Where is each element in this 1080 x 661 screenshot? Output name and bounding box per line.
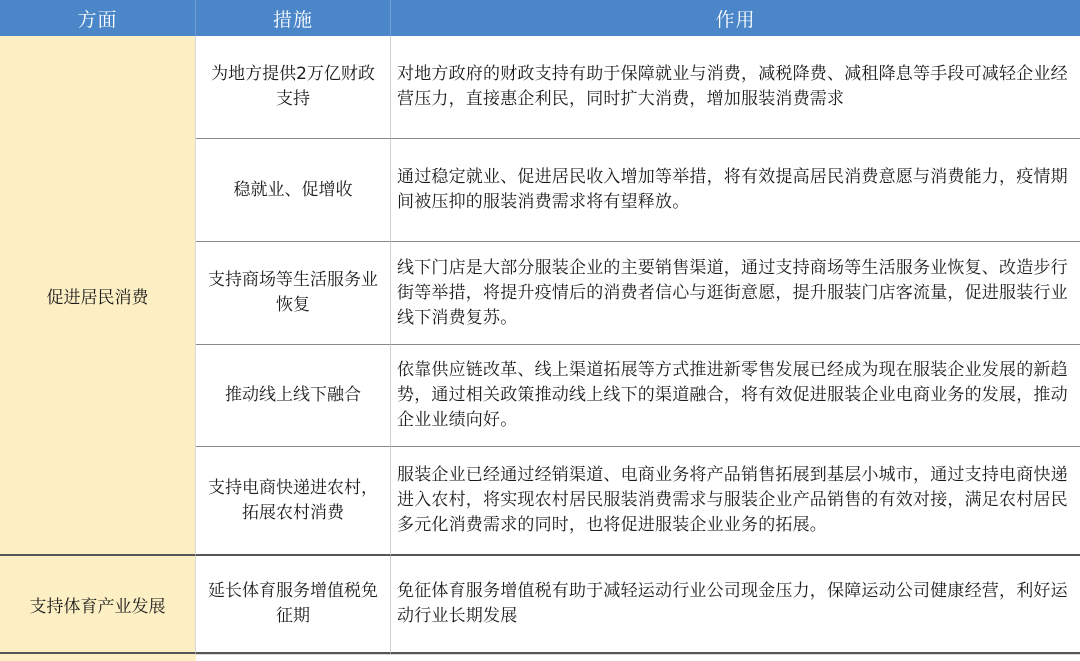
- table-row-effect: [391, 36, 1080, 139]
- table-row-measure: [196, 345, 391, 447]
- table-row-measure: [196, 447, 391, 556]
- effect-text: 对地方政府的财政支持有助于保障就业与消费，减税降费、减租降息等手段可减轻企业经营压力，直接惠企利民，同时扩大消费，增加服装消费需求: [397, 64, 1068, 109]
- effect-text: 线下门店是大部分服装企业的主要销售渠道，通过支持商场等生活服务业恢复、改造步行街等举措，将提升疫情后的消费者信心与逛街意愿，提升服装门店客流量，促进服装行业线下消费复苏。: [397, 257, 1068, 328]
- table-row-effect: [391, 345, 1080, 447]
- effect-text: 服装企业已经通过经销渠道、电商业务将产品销售拓展到基层小城市，通过支持电商快递进入农村，将实现农村居民服装消费需求与服装企业产品销售的有效对接，满足农村居民多元化消费需求的同时，也将促进服装企业业务的拓展。: [397, 465, 1068, 535]
- table-row-measure: [196, 556, 391, 654]
- measure-text: 延长体育服务增值税免征期: [208, 581, 378, 626]
- effect-text: 免征体育服务增值税有助于减轻运动行业公司现金压力，保障运动公司健康经营，利好运动行业长期发展: [397, 581, 1068, 626]
- table-row-effect: [391, 556, 1080, 654]
- category-cell-sports: [0, 556, 196, 654]
- effect-text: 依靠供应链改革、线上渠道拓展等方式推进新零售发展已经成为现在服装企业发展的新趋势，通过相关政策推动线上线下的渠道融合，将有效促进服装企业电商业务的发展，推动企业业绩向好。: [397, 360, 1068, 430]
- measure-text: 推动线上线下融合: [225, 385, 361, 405]
- table-row-measure: [196, 139, 391, 242]
- header-measure: 措施: [196, 0, 391, 36]
- table-row-measure: [196, 242, 391, 345]
- category-cell-partial: [0, 654, 196, 661]
- table-row-measure: [196, 36, 391, 139]
- category-label: 支持体育产业发展: [29, 596, 166, 617]
- header-aspect: 方面: [0, 0, 196, 36]
- category-label: 促进居民消费: [46, 287, 149, 308]
- measure-text: 稳就业、促增收: [233, 179, 353, 200]
- header-effect: 作用: [391, 0, 1080, 36]
- measure-text: 为地方提供2万亿财政支持: [211, 64, 375, 109]
- table-row-effect: [391, 447, 1080, 556]
- table-row-effect: [391, 242, 1080, 345]
- measure-text: 支持商场等生活服务业恢复: [208, 270, 378, 315]
- effect-text: 通过稳定就业、促进居民收入增加等举措，将有效提高居民消费意愿与消费能力，疫情期间被压抑的服装消费需求将有望释放。: [397, 167, 1068, 212]
- measure-text: 支持电商快递进农村，拓展农村消费: [208, 477, 378, 523]
- category-cell-consumption: [0, 36, 196, 556]
- table-row-effect: [391, 139, 1080, 242]
